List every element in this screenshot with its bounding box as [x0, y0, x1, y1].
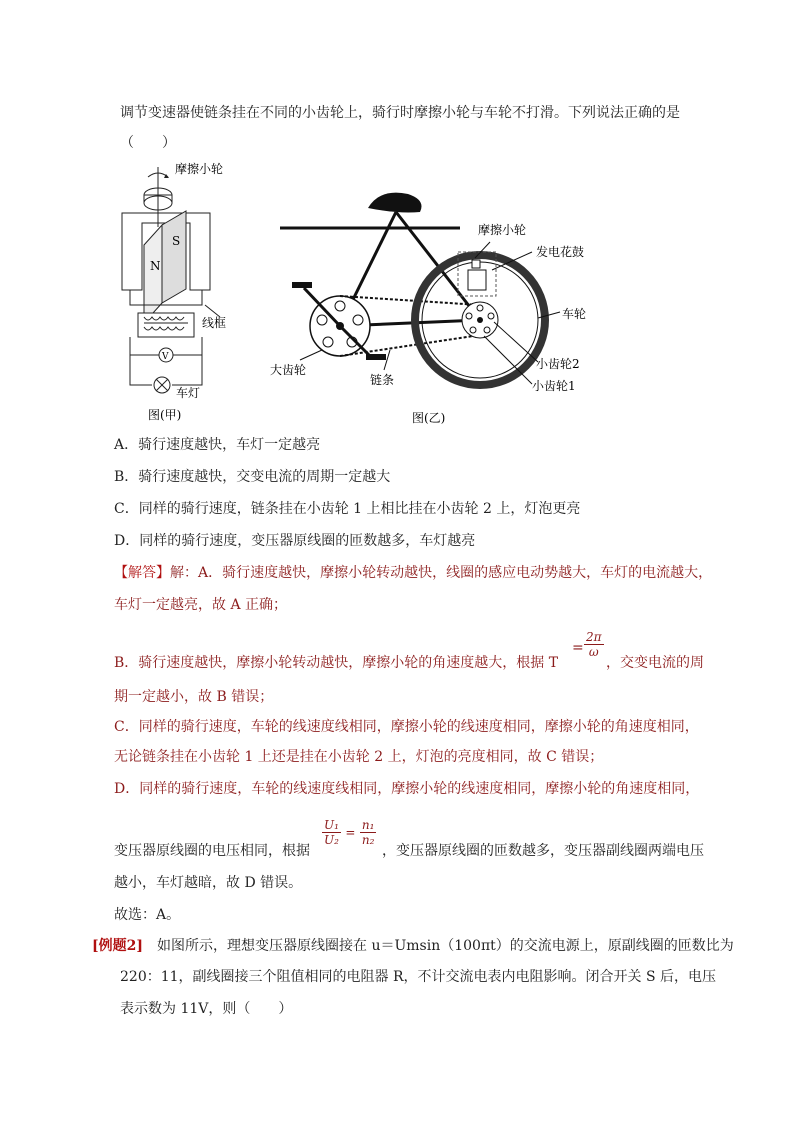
formula-n2: n₂ [361, 833, 375, 847]
formula-omega: ω [588, 645, 599, 659]
answer-b-formula [584, 630, 604, 659]
small-gear1-label: 小齿轮1 [532, 379, 576, 393]
answer-tag: 【解答】 [114, 565, 170, 581]
formula-u2: U₂ [324, 833, 339, 847]
seat-icon [368, 193, 422, 213]
figure-jia [110, 155, 270, 425]
wheel-label: 车轮 [562, 307, 587, 321]
figure-yi [270, 160, 610, 425]
dynamo-label: 发电花鼓 [536, 245, 585, 259]
intro-line-2: （ ） [120, 135, 176, 151]
answer-a-text: 解：A．骑行速度越快，摩擦小轮转动越快，线圈的感应电动势越大，车灯的电流越大， [170, 565, 713, 581]
friction-wheel-icon [144, 167, 172, 211]
chain-label: 链条 [370, 373, 395, 387]
answer-a-line-1 [114, 562, 712, 582]
jia-friction-label: 摩擦小轮 [175, 162, 224, 176]
answer-d-line-2 [114, 840, 310, 860]
yi-caption: 图(乙) [412, 411, 446, 425]
big-gear-icon [292, 282, 386, 360]
answer-d-formula [322, 818, 376, 847]
option-b: B．骑行速度越快，交变电流的周期一定越大 [114, 469, 391, 485]
option-d: D．同样的骑行速度，变压器原线圈的匝数越多，车灯越亮 [114, 533, 476, 549]
magnet-n-label: N [150, 259, 161, 273]
answer-choice: 故选：A。 [114, 907, 181, 923]
dynamo-icon [468, 270, 486, 290]
answer-d-head: 变压器原线圈的电压相同，根据 [114, 843, 310, 859]
answer-b-eq: = [572, 640, 584, 656]
formula-eq: = [345, 825, 356, 840]
example2-line-3: 表示数为 11V，则（ ） [120, 1001, 293, 1017]
answer-b-line-2: 期一定越小，故 B 错误； [114, 689, 274, 705]
option-a: A．骑行速度越快，车灯一定越亮 [114, 437, 321, 453]
answer-b-line-1: B．骑行速度越快，摩擦小轮转动越快，摩擦小轮的角速度越大，根据 T [114, 655, 559, 671]
lamp-label: 车灯 [176, 386, 201, 400]
answer-d-tail: ，变压器原线圈的匝数越多，变压器副线圈两端电压 [382, 843, 704, 859]
formula-2pi: 2π [586, 630, 602, 644]
example2-line-1 [92, 935, 734, 955]
intro-line-1: 调节变速器使链条挂在不同的小齿轮上，骑行时摩擦小轮与车轮不打滑。下列说法正确的是 [120, 105, 680, 121]
magnet-s-label: S [172, 234, 181, 248]
answer-a-line-2: 车灯一定越亮，故 A 正确； [114, 597, 288, 613]
small-gear2-label: 小齿轮2 [536, 357, 580, 371]
coil-frame-label: 线框 [202, 316, 227, 330]
formula-n1: n₁ [361, 818, 375, 832]
answer-d-line-3: 越小，车灯越暗，故 D 错误。 [114, 875, 303, 891]
answer-c-line-2: 无论链条挂在小齿轮 1 上还是挂在小齿轮 2 上，灯泡的亮度相同，故 C 错误； [114, 749, 604, 765]
example2-text-1: 如图所示，理想变压器原线圈接在 u＝Umsin（100πt）的交流电源上，原副线圈的匝数比为 [157, 938, 734, 954]
answer-d-line-1: D．同样的骑行速度，车轮的线速度线相同，摩擦小轮的线速度相同，摩擦小轮的角速度相同， [114, 781, 700, 797]
example2-tag: [例题2] [92, 938, 143, 954]
jia-caption: 图(甲) [148, 408, 182, 422]
formula-u1: U₁ [324, 818, 339, 832]
bicycle-frame [280, 212, 480, 326]
big-gear-label: 大齿轮 [270, 363, 307, 377]
answer-c-line-1: C．同样的骑行速度，车轮的线速度线相同，摩擦小轮的线速度相同，摩擦小轮的角速度相同， [114, 719, 699, 735]
example2-line-2: 220：11，副线圈接三个阻值相同的电阻器 R，不计交流电表内电阻影响。闭合开关 S 后，电压 [120, 969, 717, 985]
lamp-icon [154, 377, 170, 393]
yi-friction-label: 摩擦小轮 [478, 223, 527, 237]
answer-b-tail: ，交变电流的周 [606, 655, 704, 671]
option-c: C．同样的骑行速度，链条挂在小齿轮 1 上相比挂在小齿轮 2 上，灯泡更亮 [114, 501, 581, 517]
voltmeter-label: V [162, 352, 169, 362]
